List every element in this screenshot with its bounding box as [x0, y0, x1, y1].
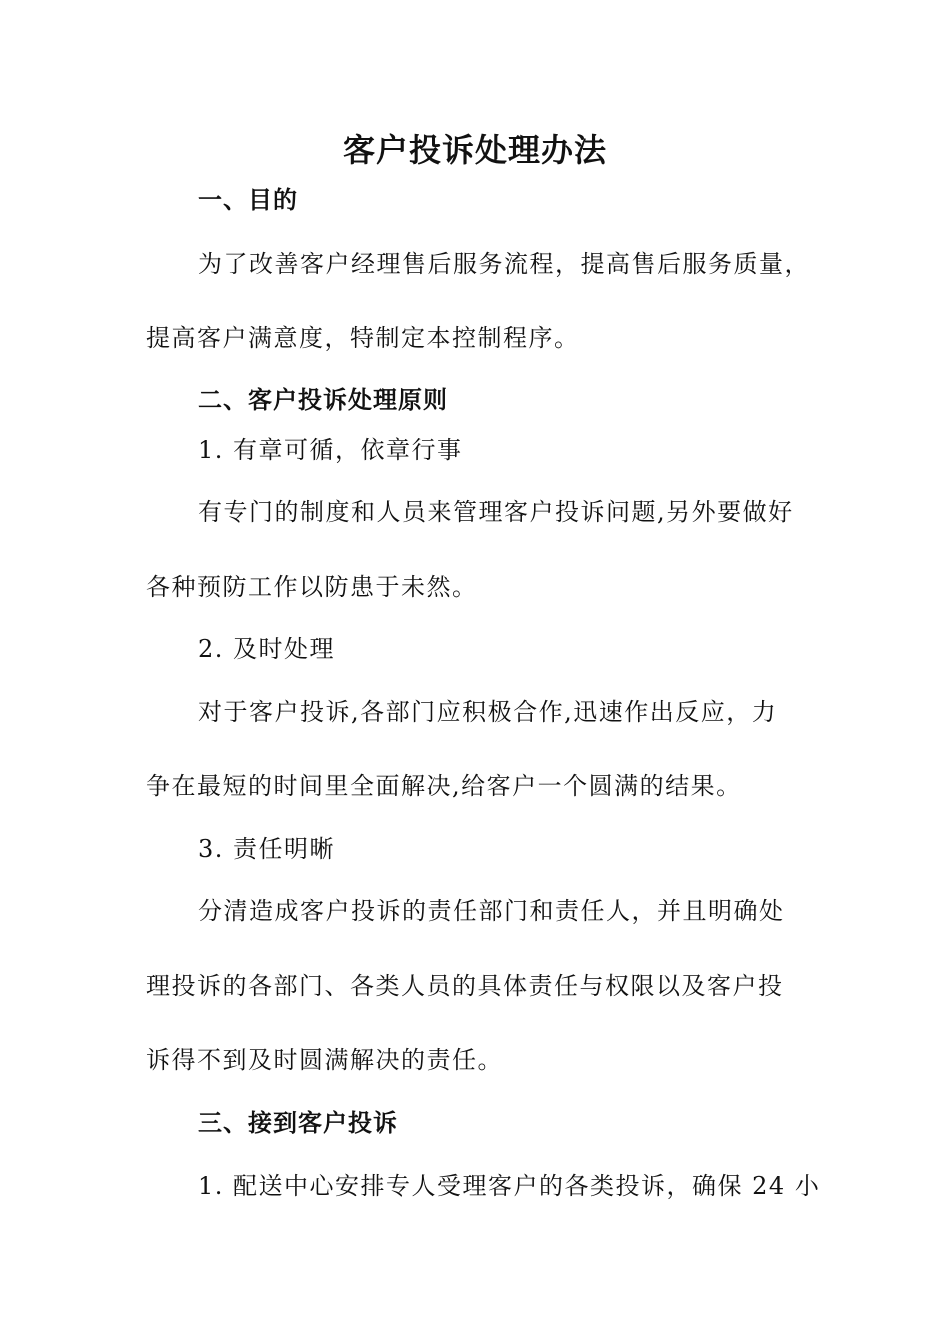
paragraph-line: 为了改善客户经理售后服务流程，提高售后服务质量，	[198, 250, 810, 278]
paragraph-line: 争在最短的时间里全面解决,给客户一个圆满的结果。	[146, 772, 742, 800]
paragraph-line: 提高客户满意度，特制定本控制程序。	[146, 324, 580, 352]
principle-item-1: 1. 有章可循，依章行事	[198, 436, 463, 464]
paragraph-line: 1. 配送中心安排专人受理客户的各类投诉，确保 24 小	[198, 1172, 821, 1200]
paragraph-line: 分清造成客户投诉的责任部门和责任人，并且明确处	[198, 897, 785, 925]
section-heading-purpose: 一、目的	[198, 186, 298, 214]
section-heading-principles: 二、客户投诉处理原则	[198, 386, 448, 414]
section-heading-receive: 三、接到客户投诉	[198, 1109, 398, 1137]
paragraph-line: 有专门的制度和人员来管理客户投诉问题,另外要做好	[198, 498, 794, 526]
document-title: 客户投诉处理办法	[342, 131, 607, 169]
principle-item-3: 3. 责任明晰	[198, 835, 336, 863]
paragraph-line: 对于客户投诉,各部门应积极合作,迅速作出反应，力	[198, 698, 778, 726]
paragraph-line: 诉得不到及时圆满解决的责任。	[146, 1046, 503, 1074]
principle-item-2: 2. 及时处理	[198, 635, 336, 663]
paragraph-line: 理投诉的各部门、各类人员的具体责任与权限以及客户投	[146, 972, 784, 1000]
paragraph-line: 各种预防工作以防患于未然。	[146, 573, 478, 601]
